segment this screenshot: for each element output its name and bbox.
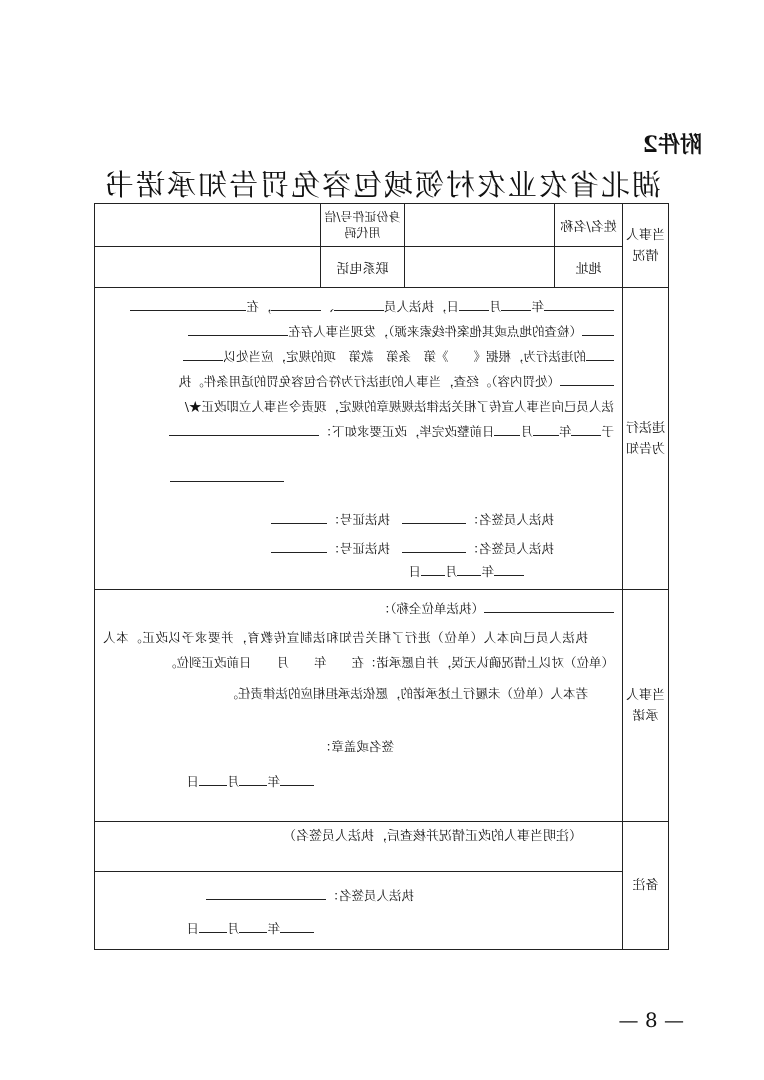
- notice-date-row: 年月日: [103, 560, 614, 583]
- remark-section-label: 备注: [623, 822, 669, 950]
- notice-body: [95, 288, 623, 590]
- notice-line-3: 的违法行为，根据《 》第 条第 款第 项的规定，应当处以: [103, 344, 614, 369]
- notice-line-6: 于年月日前整改完毕，改正要求如下：: [103, 419, 614, 444]
- promise-form-table: [94, 203, 669, 950]
- document-title: 湖北省农业农村领域包容免罚告知承诺书: [103, 168, 662, 202]
- remark-sign-row: 执法人员签名：: [103, 884, 614, 907]
- promise-date-row: 年月日: [103, 770, 614, 793]
- notice-line-4: （处罚内容）。经查，当事人的违法行为符合包容免罚的适用条件。执: [103, 369, 614, 394]
- promise-unit-line: （执法单位全称）：: [103, 596, 614, 621]
- notice-line-5: 法人员已向当事人宣传了相关法律法规规章的规定，现责令当事人立即改正★/: [184, 399, 614, 414]
- id-value[interactable]: [95, 204, 321, 247]
- officer-sign-row-2: 执法人员签名： 执法证号：: [103, 537, 614, 560]
- party-section-label: 当事人情况: [623, 204, 669, 288]
- promise-sign-row: 签名或盖章：: [318, 739, 394, 754]
- promise-paragraph-1: 执法人员已向本人（单位）进行了相关告知和法制宣传教育，并要求予以改正。本人（单位）对以上情况确认无误，并自愿承诺：在 年 月 日前改正到位。: [103, 630, 614, 670]
- phone-label: 联系电话: [321, 247, 405, 288]
- address-label: 地址: [555, 247, 623, 288]
- notice-line-2: （检查的地点或其他案件线索来源），发现当事人存在: [103, 319, 614, 344]
- officer-sign-row-1: 执法人员签名： 执法证号：: [103, 508, 614, 531]
- promise-paragraph-2: 若本人（单位）未履行上述承诺的，愿依法承担相应的法律责任。: [225, 686, 588, 701]
- page-number: — 8 —: [618, 1008, 684, 1032]
- notice-section-label: 违法行为告知: [623, 288, 669, 590]
- phone-value[interactable]: [95, 247, 321, 288]
- remark-date-row: 年月日: [103, 917, 614, 940]
- promise-body: [95, 590, 623, 822]
- address-value[interactable]: [405, 247, 555, 288]
- remark-note: （注明当事人的改正情况并核查后，执法人员签名）: [95, 822, 623, 872]
- notice-line-1: 年月日，执法人员、，在: [103, 294, 614, 319]
- id-label: 身份证件号/信用代码: [321, 204, 405, 247]
- remark-body: [95, 872, 623, 950]
- name-label: 姓名/名称: [555, 204, 623, 247]
- name-value[interactable]: [405, 204, 555, 247]
- attachment-label: 附件2: [642, 132, 702, 158]
- promise-section-label: 当事人承诺: [623, 590, 669, 822]
- notice-extra-blank[interactable]: [170, 466, 284, 482]
